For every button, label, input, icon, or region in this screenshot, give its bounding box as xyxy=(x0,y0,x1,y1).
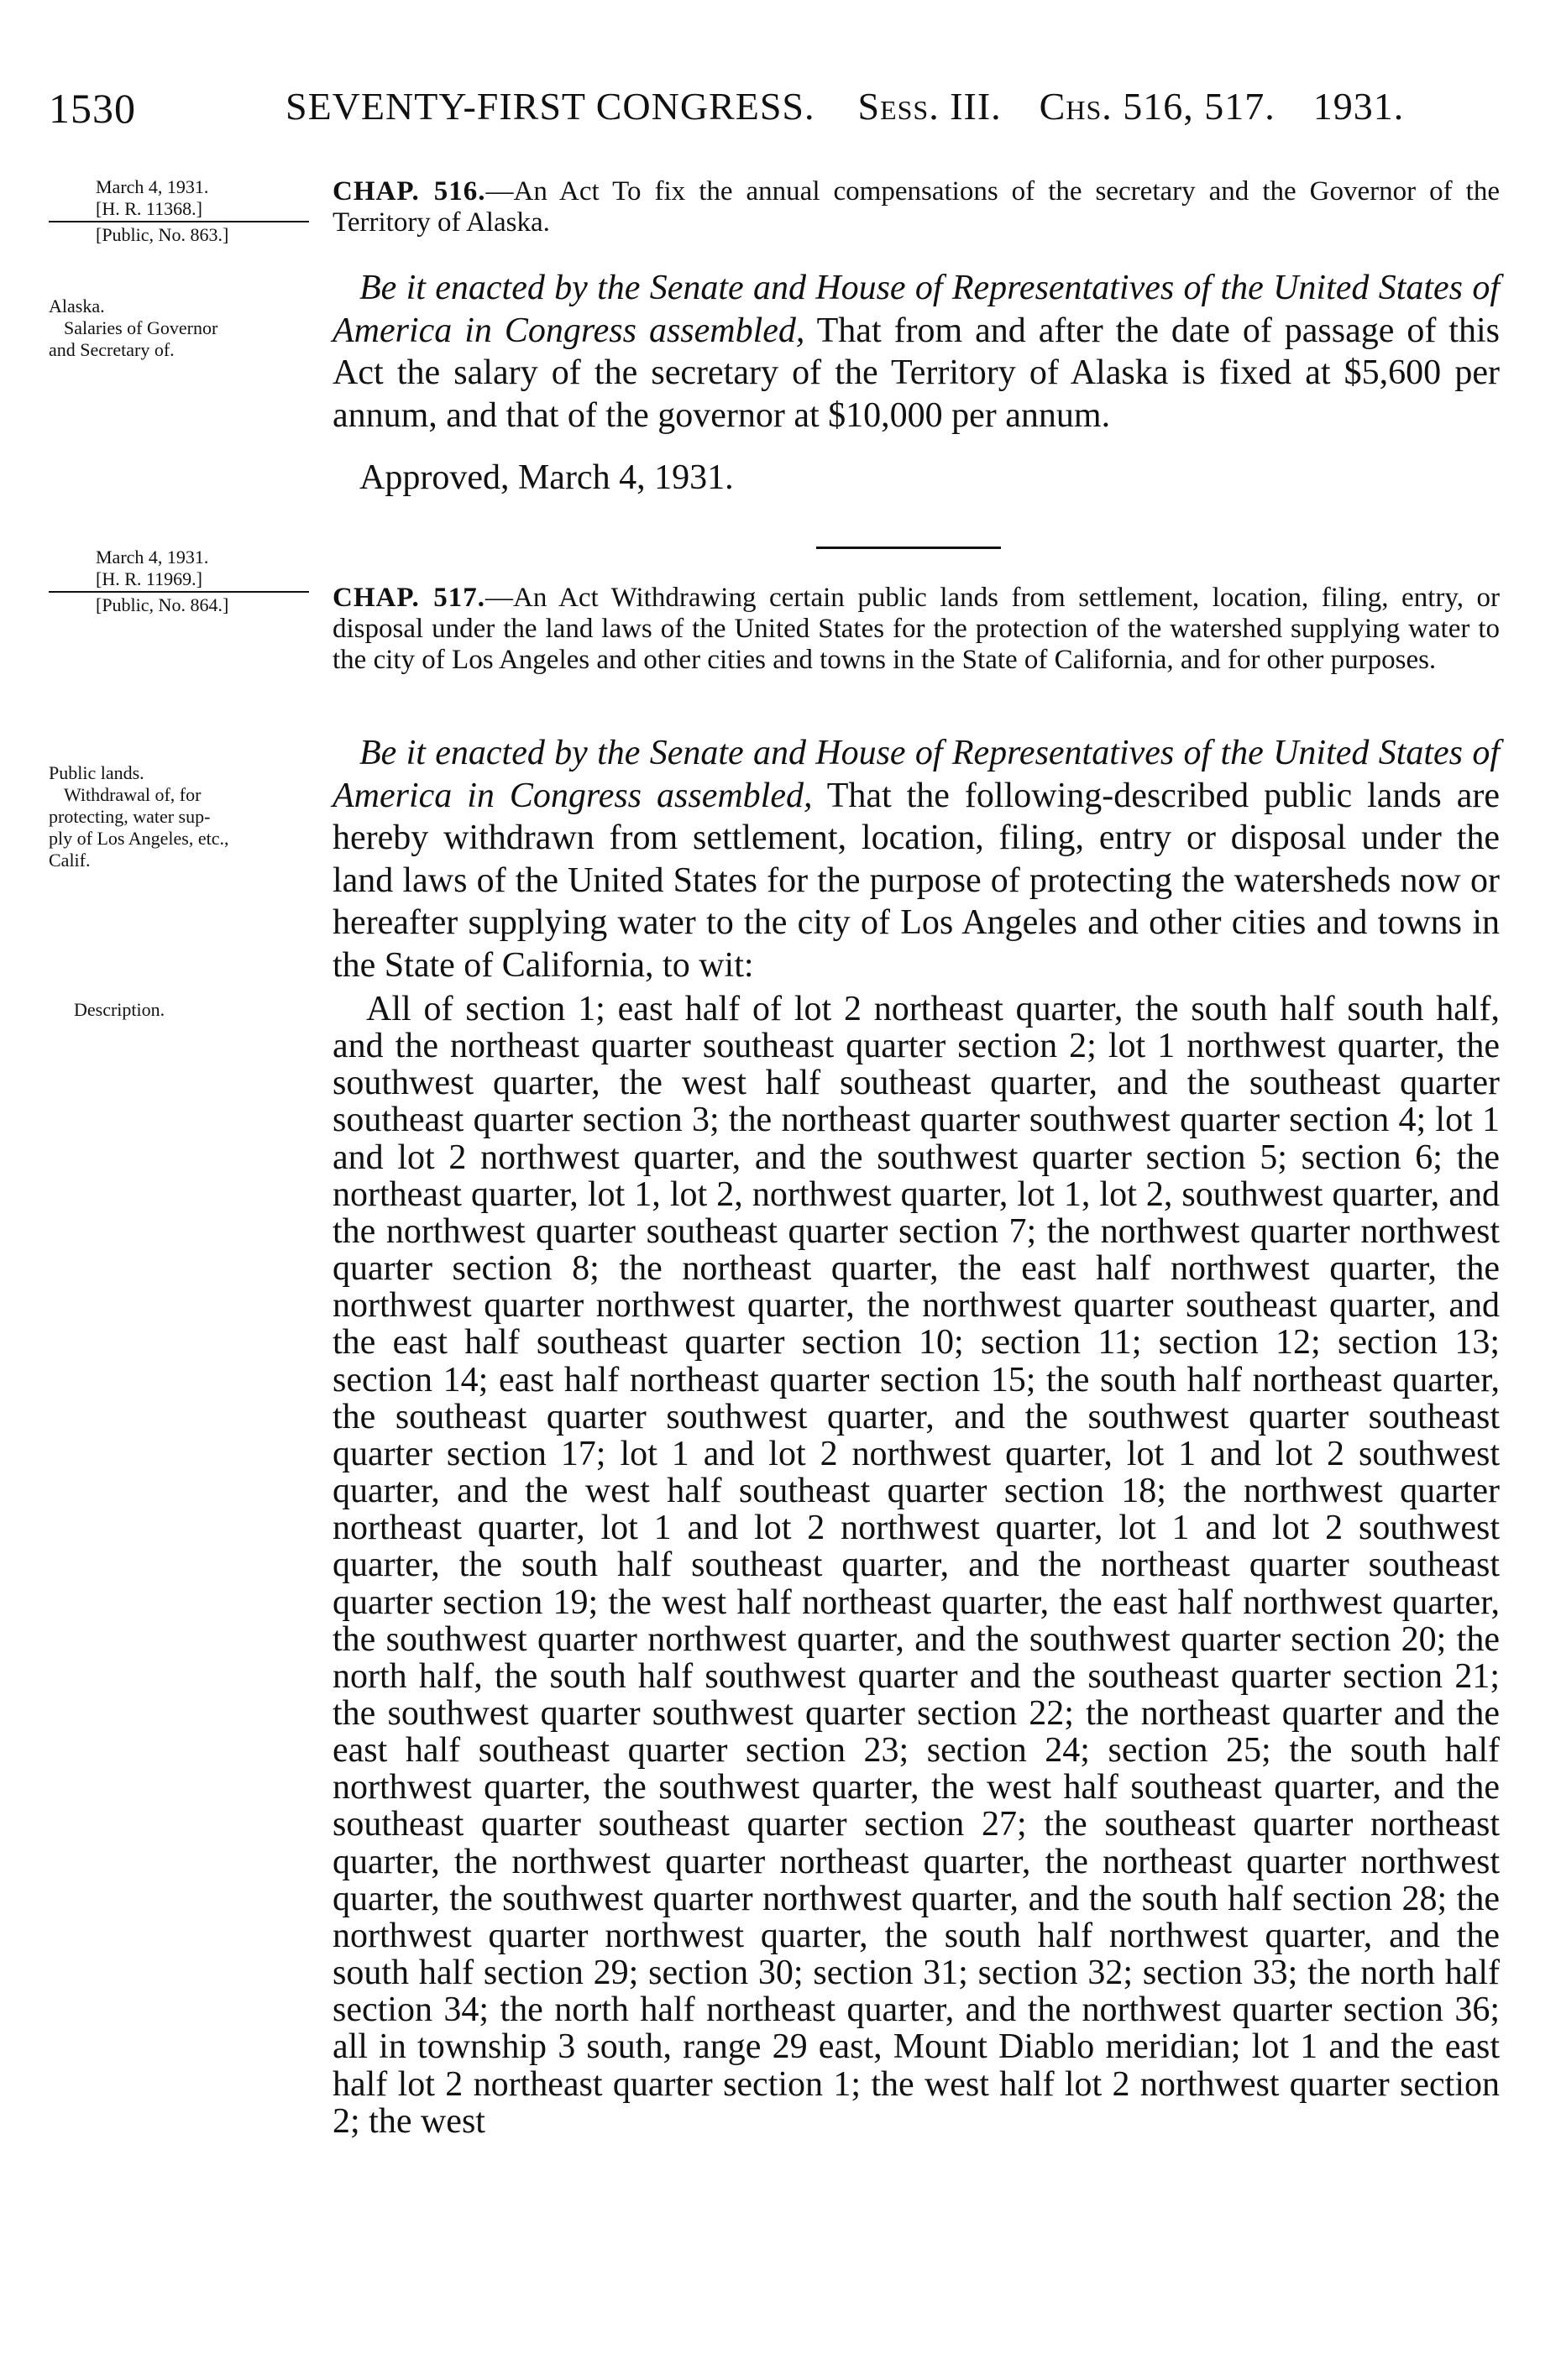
chap516-approved: Approved, March 4, 1931. xyxy=(359,458,734,497)
header-chapters: Chs. 516, 517. xyxy=(1039,85,1276,128)
margin-topic-chap516 xyxy=(49,296,317,361)
margin-date: March 4, 1931. xyxy=(96,176,209,197)
margin-topic-2: Withdrawal of, for xyxy=(64,784,202,805)
chap516-paragraph xyxy=(333,267,1500,437)
margin-topic-3: protecting, water sup- xyxy=(49,806,211,827)
margin-topic-1: Alaska. xyxy=(49,296,105,316)
margin-topic-5: Calif. xyxy=(49,850,91,871)
margin-topic-1: Public lands. xyxy=(49,762,144,783)
chap517-land-description xyxy=(333,991,1500,2140)
margin-topic-3: and Secretary of. xyxy=(49,339,175,360)
margin-public-law: [Public, No. 863.] xyxy=(96,224,229,245)
margin-rule xyxy=(49,221,309,222)
chap517-description-text: All of section 1; east half of lot 2 northeast quarter, the south half south half, and the northeast quarter southeast quarter section 2; lot 1 northwest quarter, the southwest quarter, the west half southeast quarter, and the southeast quarter southeast quarter section 3; the northeast quarter southwest quarter section 4; lot 1 and lot 2 northwest quarter, and the southwest quarter section 5; section 6; the northeast quarter, lot 1, lot 2, northwest quarter, lot 1, lot 2, southwest quarter, and the northwest quarter southeast quarter section 7; the northwest quarter northwest quarter section 8; the northeast quarter, the east half northwest quarter, the northwest quarter northwest quarter, the northwest quarter southeast quarter, and the east half southeast quarter section 10; section 11; section 12; section 13; section 14; east half northeast quarter section 15; the south half northeast quarter, the southeast quarter southwest quarter, and the southwest quarter southeast quarter section 17; lot 1 and lot 2 northwest quarter, lot 1 and lot 2 southwest quarter, and the west half southeast quarter section 18; the northwest quarter northeast quarter, lot 1 and lot 2 northwest quarter, lot 1 and lot 2 southwest quarter, the south half southeast quarter, and the northeast quarter southeast quarter section 19; the west half northeast quarter, the east half northwest quarter, the southwest quarter northwest quarter, and the southwest quarter section 20; the north half, the south half southwest quarter and the southeast quarter section 21; the southwest quarter southwest quarter section 22; the northeast quarter and the east half southeast quarter section 23; section 24; section 25; the south half northwest quarter, the southwest quarter, the west half southeast quarter, and the southeast quarter southeast quarter section 27; the southeast quarter northeast quarter, the northwest quarter northeast quarter, the northeast quarter northwest quarter, the southwest quarter northwest quarter, and the south half section 28; the northwest quarter northwest quarter, the south half northwest quarter, and the south half section 29; section 30; section 31; section 32; section 33; the north half section 34; the north half northeast quarter, and the northwest quarter section 36; all in township 3 south, range 29 east, Mount Diablo meridian; lot 1 and the east half lot 2 northeast quarter section 1; the west half lot 2 northwest quarter section 2; the west xyxy=(333,990,1500,2141)
chap516-heading xyxy=(333,176,1500,238)
margin-public-law: [Public, No. 864.] xyxy=(96,594,229,615)
margin-description: Description. xyxy=(74,999,165,1020)
header-session: Sess. III. xyxy=(857,85,1002,128)
running-header xyxy=(285,84,1404,128)
header-year: 1931. xyxy=(1312,85,1405,128)
margin-note-chap517 xyxy=(49,547,317,616)
margin-date: March 4, 1931. xyxy=(96,547,209,568)
chap516-body: That from and after the date of passage of this Act the salary of the secretary of the Territory of Alaska is fixed at $5,600 per annum, and that of the governor at $10,000 per annum. xyxy=(333,311,1500,435)
margin-bill: [H. R. 11368.] xyxy=(96,198,202,219)
chap516-label: CHAP. 516. xyxy=(333,176,486,207)
margin-rule xyxy=(49,591,309,593)
chap516-title: —An Act To fix the annual compensations of the secretary and the Governor of the Territory of Alaska. xyxy=(333,176,1500,238)
chap517-enacting-clause: Be it enacted by the Senate and House of Representatives of the United States of America in Congress assembled, xyxy=(333,734,1500,815)
margin-topic-4: ply of Los Angeles, etc., xyxy=(49,828,229,849)
chap517-title: —An Act Withdrawing certain public lands from settlement, location, filing, entry, or disposal under the land laws of the United States for the protection of the watershed supplying water to the city of Los Angeles and other cities and towns in the State of California, and for other purposes. xyxy=(333,583,1500,675)
chap517-body: That the following-described public lands are hereby withdrawn from settlement, location, filing, entry or disposal under the land laws of the United States for the purpose of protecting the watersheds now or hereafter supplying water to the city of Los Angeles and other cities and towns in the State of California, to wit: xyxy=(333,776,1500,985)
margin-topic-chap517 xyxy=(49,762,317,871)
page-number: 1530 xyxy=(49,85,136,132)
margin-note-chap516 xyxy=(49,176,317,246)
section-divider xyxy=(816,547,1001,549)
chap516-enacting-clause: Be it enacted by the Senate and House of Representatives of the United States of America in Congress assembled, xyxy=(333,269,1500,350)
chap517-paragraph xyxy=(333,732,1500,986)
header-congress: SEVENTY-FIRST CONGRESS. xyxy=(285,85,815,128)
chap517-heading xyxy=(333,583,1500,676)
margin-bill: [H. R. 11969.] xyxy=(96,568,202,589)
chap517-label: CHAP. 517. xyxy=(333,583,486,613)
margin-topic-2: Salaries of Governor xyxy=(64,317,218,338)
